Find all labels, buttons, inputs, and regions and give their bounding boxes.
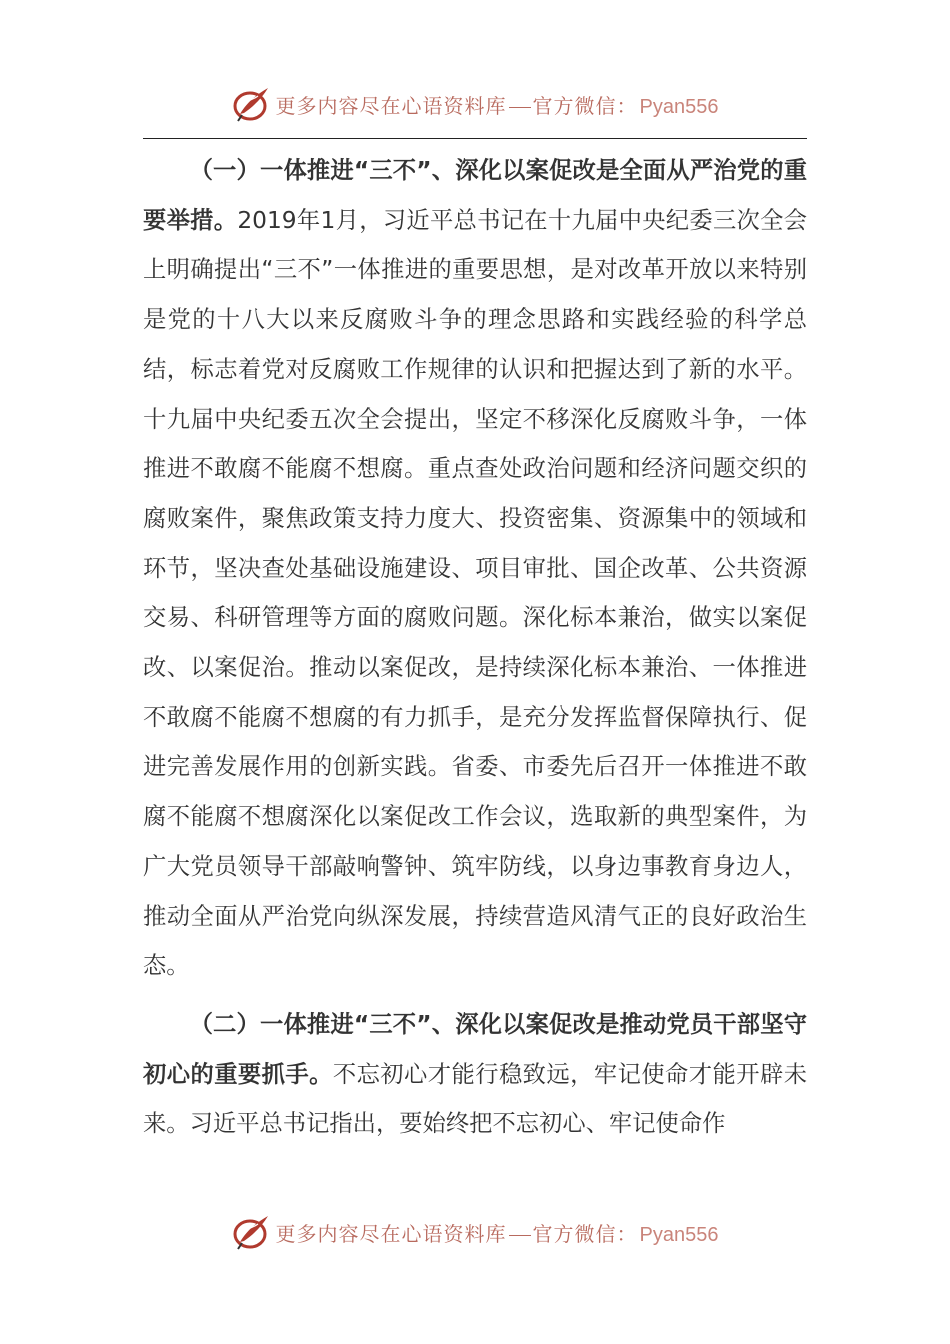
page-header bbox=[0, 84, 950, 124]
paragraph-1-body: 2019年1月，习近平总书记在十九届中央纪委三次全会上明确提出“三不”一体推进的重要思想，是对改革开放以来特别是党的十八大以来反腐败斗争的理念思路和实践经验的科学总结，标志着党对反腐败工作规律的认识和把握达到了新的水平。十九届中央纪委五次全会提出，坚定不移深化反腐败斗争，一体推进不敢腐不能腐不想腐。重点查处政治问题和经济问题交织的腐败案件，聚焦政策支持力度大、投资密集、资源集中的领域和环节，坚决查处基础设施建设、项目审批、国企改革、公共资源交易、科研管理等方面的腐败问题。深化标本兼治，做实以案促改、以案促治。推动以案促改，是持续深化标本兼治、一体推进不敢腐不能腐不想腐的有力抓手，是充分发挥监督保障执行、促进完善发展作用的创新实践。省委、市委先后召开一体推进不敢腐不能腐不想腐深化以案促改工作会议，选取新的典型案件，为广大党员领导干部敲响警钟、筑牢防线，以身边事教育身边人，推动全面从严治党向纵深发展，持续营造风清气正的良好政治生态。 bbox=[143, 206, 807, 980]
footer-wechat-id: Pyan556 bbox=[639, 1223, 719, 1246]
footer-dash bbox=[509, 1235, 531, 1236]
paragraph-1-heading: （一）一体推进“三不”、深化以案促改是全面从严治党的重要举措。 bbox=[143, 157, 807, 234]
paragraph-2-heading: （二）一体推进“三不”、深化以案促改是推动党员干部坚守初心的重要抓手。 bbox=[143, 1010, 807, 1088]
header-wechat-label: 官方微信： bbox=[532, 93, 638, 118]
header-divider bbox=[143, 138, 807, 139]
footer-brand-text: 更多内容尽在心语资料库 bbox=[275, 1221, 507, 1246]
paragraph-1 bbox=[143, 146, 807, 991]
page-footer bbox=[0, 1212, 950, 1252]
header-brand-text: 更多内容尽在心语资料库 bbox=[275, 93, 507, 118]
footer-wechat-label: 官方微信： bbox=[532, 1221, 638, 1246]
footer-brand bbox=[276, 1218, 719, 1247]
quill-pen-icon bbox=[232, 84, 272, 124]
header-wechat-id: Pyan556 bbox=[639, 95, 719, 118]
header-brand bbox=[276, 90, 719, 119]
paragraph-2-body: 不忘初心才能行稳致远，牢记使命才能开辟未来。习近平总书记指出，要始终把不忘初心、牢记使命作 bbox=[143, 1060, 808, 1138]
quill-pen-icon bbox=[232, 1212, 272, 1252]
document-body bbox=[143, 146, 807, 1158]
header-dash bbox=[509, 107, 531, 108]
paragraph-2 bbox=[143, 1000, 807, 1149]
